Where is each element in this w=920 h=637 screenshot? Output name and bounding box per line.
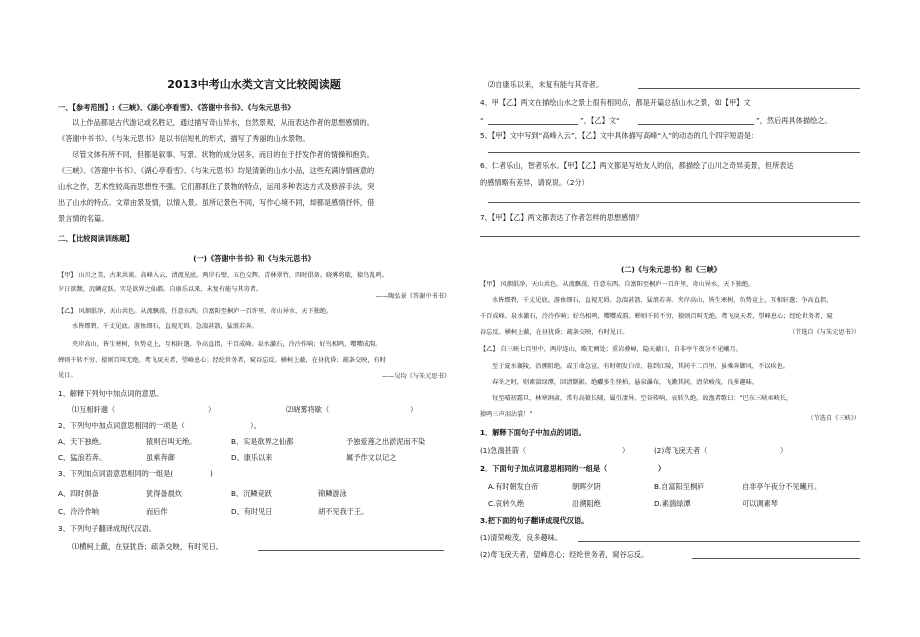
intro-line: 尽管文体有所不同，但都是叙事、写景、状物的成分居多，而目的在于抒发作者的情操和抱负。 bbox=[72, 150, 374, 159]
rq2-option-a-pair: 朝晖夕阴 bbox=[572, 482, 601, 491]
q1-item-2-close: ） bbox=[410, 405, 418, 414]
q2-option-b: B、实是欲界之仙都 bbox=[231, 437, 294, 446]
question-3-end: ) bbox=[210, 469, 213, 478]
rq1-item-2-close: ） bbox=[780, 446, 788, 455]
intro-line: 《三峡》、《答谢中书书》、《湖心亭看雪》、《与朱元思书》均是清新的山水小品，这些充满诗情画意的 bbox=[58, 166, 375, 175]
question-1: 1、解释下列句中加点词的意思。 bbox=[58, 389, 164, 398]
q1-item-1-open: ⑴互相轩邈（ bbox=[72, 405, 116, 414]
q2-option-b-pair: 予独爱莲之出淤泥而不染 bbox=[346, 437, 426, 446]
rq2-option-c: C.哀转久绝 bbox=[488, 499, 525, 508]
answer-blank[interactable] bbox=[578, 541, 860, 542]
passage-c-line: 千百成峰。泉水激石，泠泠作响；好鸟相鸣，嘤嘤成韵。蝉则千转不穷，猿则百叫无绝。鸢飞戾天者，望峰息心；经纶世务者，窥 bbox=[480, 313, 833, 320]
rq2-option-d: D.素湍绿潭 bbox=[654, 499, 691, 508]
passage-b-line: 夹岸高山，皆生寒树，负势竞上，互相轩邈，争高直指，千百成峰。泉水激石，泠泠作响；好鸟相鸣，嘤嘤成韵。 bbox=[72, 341, 382, 348]
q4-quote-mid: ”，【乙】文“ bbox=[580, 116, 620, 125]
passage-d-line: 至于夏水襄陵，沿溯阻绝。或王命急宣，有时朝发白帝，暮到江陵，其间千二百里，虽乘奔御风，不以疾也。 bbox=[492, 363, 789, 370]
passage-d-line: 春冬之时，则素湍绿潭，回清倒影。绝巘多生怪柏，悬泉瀑布，飞漱其间，清荣峻茂，良多趣味。 bbox=[492, 379, 759, 386]
passage-d-line: 猿鸣三声泪沾裳！” bbox=[480, 411, 533, 418]
rq3-item-2: (2)鸢飞戾天者，望峰息心；经纶世务者，窥谷忘反。 bbox=[480, 550, 649, 559]
question-6: 6、仁者乐山，智者乐水。【甲】【乙】两文都是写给友人的信，都描绘了山川之奇异美景，但所表达 bbox=[480, 161, 794, 170]
question-4: 3、下列句子翻译成现代汉语。 bbox=[58, 524, 157, 533]
q3-option-a: A、四时俱备 bbox=[58, 489, 99, 498]
rq1-item-1-open: (1)急湍甚箭（ bbox=[480, 446, 527, 455]
question-2-end: ）。 bbox=[250, 421, 261, 430]
passage-b-line: 【乙】 风烟俱净，天山共色。从流飘荡，任意东西。自富阳至桐庐一百许里，奇山异水，天下独绝。 bbox=[58, 308, 333, 315]
rq2-option-c-pair: 沿溯阻绝 bbox=[572, 499, 601, 508]
question-5: 5、【甲】文中写到“高峰入云”，【乙】文中具体描写高峰“入”的动态的几个四字短语是： bbox=[480, 131, 759, 140]
answer-line[interactable] bbox=[480, 236, 860, 237]
q3-option-b: B、沉鳞竞跃 bbox=[231, 489, 272, 498]
q4-item-1: ⑴横柯上蔽，在昼犹昏；疏条交映，有时见日。 bbox=[72, 542, 223, 551]
right-question-1: 1．解释下面句子中加点的词语。 bbox=[480, 428, 586, 437]
rq1-item-1-close: ） bbox=[622, 446, 630, 455]
q3-option-c-pair: 而后作 bbox=[146, 507, 168, 516]
passage-a-line: 夕日欲颓，沉鳞竞跃。实是欲界之仙都。自康乐以来，未复有能与其奇者。 bbox=[58, 286, 263, 293]
intro-line: 《答谢中书书》、《与朱元思书》是以书信短札的形式，描写了秀丽的山水景物。 bbox=[58, 134, 310, 143]
q3-option-c: C、泠泠作响 bbox=[58, 507, 99, 516]
q4-item-2: ⑵自康乐以来，未复有能与其奇者。 bbox=[488, 80, 604, 89]
answer-line[interactable] bbox=[488, 202, 860, 203]
right-column bbox=[480, 0, 862, 637]
passage-d-line: 每至晴初霜旦，林寒涧肃，常有高猿长啸，属引凄异，空谷传响，哀转久绝。故渔者歌曰：“巴东三峡巫峡长， bbox=[492, 395, 793, 402]
passage-b-line: 蝉则千转不穷，猿则百叫无绝。鸢飞戾天者，望峰息心；经纶世务者，窥谷忘反。横柯上蔽，在昼犹昏；疏条交映，有时 bbox=[58, 357, 386, 364]
rq2-option-b-pair: 自非亭午夜分不见曦月。 bbox=[742, 482, 822, 491]
q2-option-d-pair: 属予作文以记之 bbox=[346, 453, 397, 462]
subsection-title: (一)《答谢中书书》和《与朱元思书》 bbox=[193, 254, 315, 263]
rq1-item-2-open: (2)鸢飞戾天者（ bbox=[654, 446, 708, 455]
section2-heading: 二、【比较阅读训练题】 bbox=[58, 234, 134, 243]
rq2-option-d-pair: 可以调素琴 bbox=[742, 499, 778, 508]
rq2-option-b: B.自富阳至桐庐 bbox=[654, 482, 705, 491]
q1-item-2-open: ⑵晓雾将歇（ bbox=[286, 405, 330, 414]
intro-line: 出了山水的特点。文章由景及情，以情入景。虽所记景色不同，写作心境不同，却都是感情抒怀，借 bbox=[58, 198, 375, 207]
question-7: 7、【甲】【乙】两文都表达了作者怎样的思想感情？ bbox=[480, 213, 643, 222]
right-question-3: 3.把下面的句子翻译成现代汉语。 bbox=[480, 516, 589, 525]
passage-c-line: 【甲】 风烟俱净，天山共色。从流飘荡，任意东西。自富阳至桐庐一百许里，奇山异水，天下独绝。 bbox=[480, 281, 755, 288]
passage-b-line: 见日。 bbox=[58, 372, 77, 379]
passage-c-line: 水皆缥碧，千丈见底。游鱼细石，直视无碍。急湍甚箭，猛浪若奔。夹岸高山，皆生寒树，负势竞上，互相轩邈；争高直指， bbox=[492, 297, 833, 304]
rq3-item-1: (1)清荣峻茂，良多趣味。 bbox=[480, 533, 563, 542]
question-3: 3、下列加点词语意思相同的一组是( bbox=[58, 469, 174, 478]
q2-option-d: D、康乐以来 bbox=[231, 453, 273, 462]
q4-quote-end: ”，然后再具体描绘之。 bbox=[756, 116, 832, 125]
question-2: 2、下列句中加点词意思相同的一项是（ bbox=[58, 421, 185, 430]
passage-d-source: （节选自《三峡》） bbox=[807, 415, 860, 422]
q3-option-b-pair: 锦鳞游泳 bbox=[318, 489, 347, 498]
right-question-2: 2．下面句子加点词意思相同的一组是（ bbox=[480, 464, 608, 473]
passage-a-line: 【甲】 山川之美，古来共谈。高峰入云，清流见底。两岸石壁，五色交辉。青林翠竹，四时俱备。晓雾将歇，猿鸟乱鸣。 bbox=[58, 272, 388, 279]
left-column bbox=[58, 0, 450, 637]
intro-line: 以上作品都是古代游记或名胜记，通过描写奇山异水，自然景观，从而表达作者的思想感情的。 bbox=[72, 118, 374, 127]
passage-b-line: 水皆缥碧，千丈见底。游鱼细石，直视无碍。急湍甚箭，猛浪若奔。 bbox=[72, 323, 258, 330]
q3-option-d: D、有时见日 bbox=[231, 507, 273, 516]
passage-d-line: 【乙】 自三峡七百里中，两岸连山，略无阙处；重岩叠嶂，隐天蔽日，自非亭午夜分不见曦月。 bbox=[480, 346, 742, 353]
q3-option-a-pair: 犹得备晨炊 bbox=[146, 489, 182, 498]
q1-item-1-close: ） bbox=[208, 405, 216, 414]
answer-blank[interactable] bbox=[488, 124, 578, 125]
intro-line: 山水之作，艺术性较高而思想性不强。它们都抓住了景物的特点，运用多种表达方式及修辞手法，突 bbox=[58, 182, 375, 191]
q2-option-a-pair: 猿则百叫无绝。 bbox=[146, 437, 197, 446]
passage-b-source: ——吴均《与朱元思书》 bbox=[381, 373, 450, 380]
q2-option-c: C、猛浪若奔。 bbox=[58, 453, 107, 462]
answer-line[interactable] bbox=[488, 152, 860, 153]
passage-c-source: （节选自《与朱元思书》） bbox=[788, 329, 860, 336]
answer-blank[interactable] bbox=[692, 558, 860, 559]
intro-line: 景言情的名篇。 bbox=[58, 214, 109, 223]
passage-c-line: 谷忘反。横柯上蔽，在昼犹昏；疏条交映，有时见日。 bbox=[480, 329, 629, 336]
q3-option-d-pair: 胡不见我于王。 bbox=[318, 507, 369, 516]
answer-blank[interactable] bbox=[638, 124, 754, 125]
section1-heading: 一、【参考范围】:《三峡》、《湖心亭看雪》、《答谢中书书》、《与朱元思书》 bbox=[58, 103, 295, 112]
subsection-title: (二)《与朱元思书》和《三峡》 bbox=[620, 265, 721, 274]
answer-blank[interactable] bbox=[638, 88, 860, 89]
q2-option-c-pair: 虽乘奔御 bbox=[146, 453, 175, 462]
passage-a-source: ——陶弘景《答谢中书书》 bbox=[375, 293, 450, 300]
question-4-right: 4、甲【乙】两文在描绘山水之景上很有相同点，都是开篇总括山水之景，如【甲】文 bbox=[480, 98, 751, 107]
right-question-2-end: ） bbox=[658, 464, 666, 473]
page-title: 2013中考山水类文言文比较阅读题 bbox=[167, 78, 341, 91]
rq2-option-a: A.有时朝发白帝 bbox=[488, 482, 539, 491]
question-6-cont: 的感情略有差异，请说说。（2分） bbox=[480, 178, 589, 187]
q2-option-a: A、天下独绝。 bbox=[58, 437, 107, 446]
answer-blank[interactable] bbox=[258, 550, 444, 551]
q4-quote-open: “ bbox=[480, 116, 484, 125]
